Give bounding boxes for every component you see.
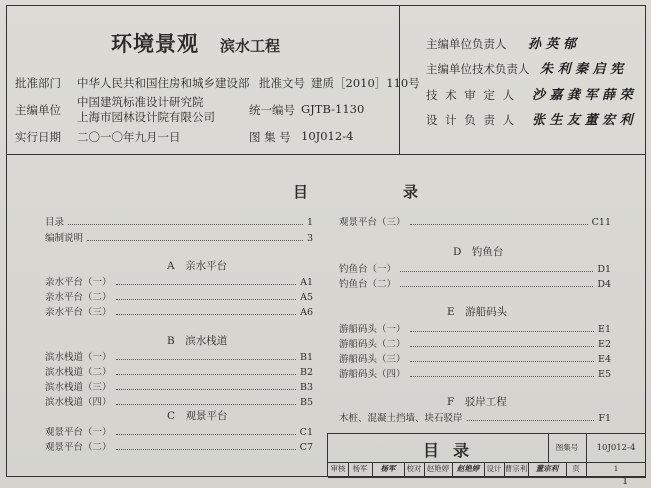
toc-row: 游船码头（一） E1 bbox=[339, 324, 611, 335]
toc-row: 目录 1 bbox=[45, 217, 313, 228]
toc-row: 游船码头（四） E5 bbox=[339, 369, 611, 380]
section-e-heading: E 游船码头 bbox=[447, 306, 508, 318]
toc-row: 钓鱼台（一） D1 bbox=[339, 264, 611, 275]
drawing-frame bbox=[6, 5, 646, 477]
toc-row: 编制说明 3 bbox=[45, 233, 313, 244]
chief-unit-head-label: 主编单位负责人 bbox=[426, 37, 507, 51]
editor-unit-2: 上海市园林设计院有限公司 bbox=[77, 110, 215, 124]
title-block bbox=[327, 433, 646, 477]
design-name: 曹宗利 bbox=[504, 462, 529, 478]
page-number: 1 bbox=[622, 476, 629, 487]
toc-row: 滨水栈道（三） B3 bbox=[45, 382, 313, 393]
impl-date-label: 实行日期 bbox=[15, 130, 61, 144]
toc-row: 滨水栈道（一） B1 bbox=[45, 352, 313, 363]
atlas-no-label-cell: 图集号 bbox=[548, 434, 587, 463]
check-signature: 赵艳婷 bbox=[452, 462, 485, 478]
toc-row: 观景平台（一） C1 bbox=[45, 427, 313, 438]
approval-dept: 中华人民共和国住房和城乡建设部 bbox=[77, 76, 250, 90]
atlas-no-label: 图 集 号 bbox=[249, 130, 291, 144]
section-b-heading: B 滨水栈道 bbox=[167, 335, 228, 347]
toc-row: 游船码头（二） E2 bbox=[339, 339, 611, 350]
check-name: 赵艳婷 bbox=[424, 462, 453, 478]
design-lead-label: 设 计 负 责 人 bbox=[426, 113, 517, 127]
toc-row: 亲水平台（二） A5 bbox=[45, 292, 313, 303]
impl-date: 二〇一〇年九月一日 bbox=[77, 130, 181, 144]
review-name: 杨军 bbox=[348, 462, 373, 478]
toc-row: 亲水平台（三） A6 bbox=[45, 307, 313, 318]
approval-dept-label: 批准部门 bbox=[15, 76, 61, 90]
title-block-name-cell bbox=[328, 434, 549, 463]
editor-unit-label: 主编单位 bbox=[15, 103, 61, 117]
page-no: 1 bbox=[586, 462, 646, 478]
toc-row: 观景平台（二） C7 bbox=[45, 442, 313, 453]
toc-row: 钓鱼台（二） D4 bbox=[339, 279, 611, 290]
responsible-persons-block bbox=[400, 6, 645, 155]
unified-no-label: 统一编号 bbox=[249, 103, 295, 117]
design-label: 设计 bbox=[484, 462, 505, 478]
chief-unit-head-signature: 孙 英 郁 bbox=[528, 37, 577, 52]
page-label: 页 bbox=[566, 462, 587, 478]
tech-approver-label: 技 术 审 定 人 bbox=[426, 88, 517, 102]
chief-unit-tech-head-label: 主编单位技术负责人 bbox=[426, 62, 530, 76]
approval-doc-label: 批准文号 bbox=[259, 76, 305, 90]
approval-doc: 建质［2010］110号 bbox=[311, 76, 420, 90]
toc-row: 观景平台（三） C11 bbox=[339, 217, 611, 228]
review-signature: 杨军 bbox=[372, 462, 405, 478]
toc-row: 亲水平台（一） A1 bbox=[45, 277, 313, 288]
toc-row: 游船码头（三） E4 bbox=[339, 354, 611, 365]
review-label: 审核 bbox=[328, 462, 349, 478]
check-label: 校对 bbox=[404, 462, 425, 478]
atlas-subtitle: 滨水工程 bbox=[220, 37, 281, 55]
toc-row: 木桩、混凝土挡墙、块石驳岸 F1 bbox=[339, 413, 611, 424]
design-signature: 董宗利 bbox=[528, 462, 567, 478]
toc-heading: 目 录 bbox=[293, 183, 459, 201]
section-d-heading: D 钓鱼台 bbox=[453, 246, 504, 258]
design-lead-signature: 张 生 友 董 宏 利 bbox=[532, 113, 633, 128]
atlas-title: 环境景观 bbox=[111, 31, 199, 56]
section-f-heading: F 驳岸工程 bbox=[447, 396, 507, 408]
section-a-heading: A 亲水平台 bbox=[167, 260, 228, 272]
atlas-no-cell: 10J012-4 bbox=[586, 434, 646, 463]
section-c-heading: C 观景平台 bbox=[167, 410, 228, 422]
toc-row: 滨水栈道（四） B5 bbox=[45, 397, 313, 408]
unified-no: GJTB-1130 bbox=[301, 102, 365, 116]
chief-unit-tech-head-signature: 朱 利 秦 启 宪 bbox=[540, 62, 624, 77]
atlas-no: 10J012-4 bbox=[301, 129, 354, 143]
title-block-name: 目录 bbox=[423, 441, 484, 460]
header-info-block bbox=[7, 6, 420, 155]
toc-row: 滨水栈道（二） B2 bbox=[45, 367, 313, 378]
tech-approver-signature: 沙 嘉 龚 军 薛 荣 bbox=[532, 88, 633, 103]
editor-unit-1: 中国建筑标准设计研究院 bbox=[77, 95, 204, 109]
